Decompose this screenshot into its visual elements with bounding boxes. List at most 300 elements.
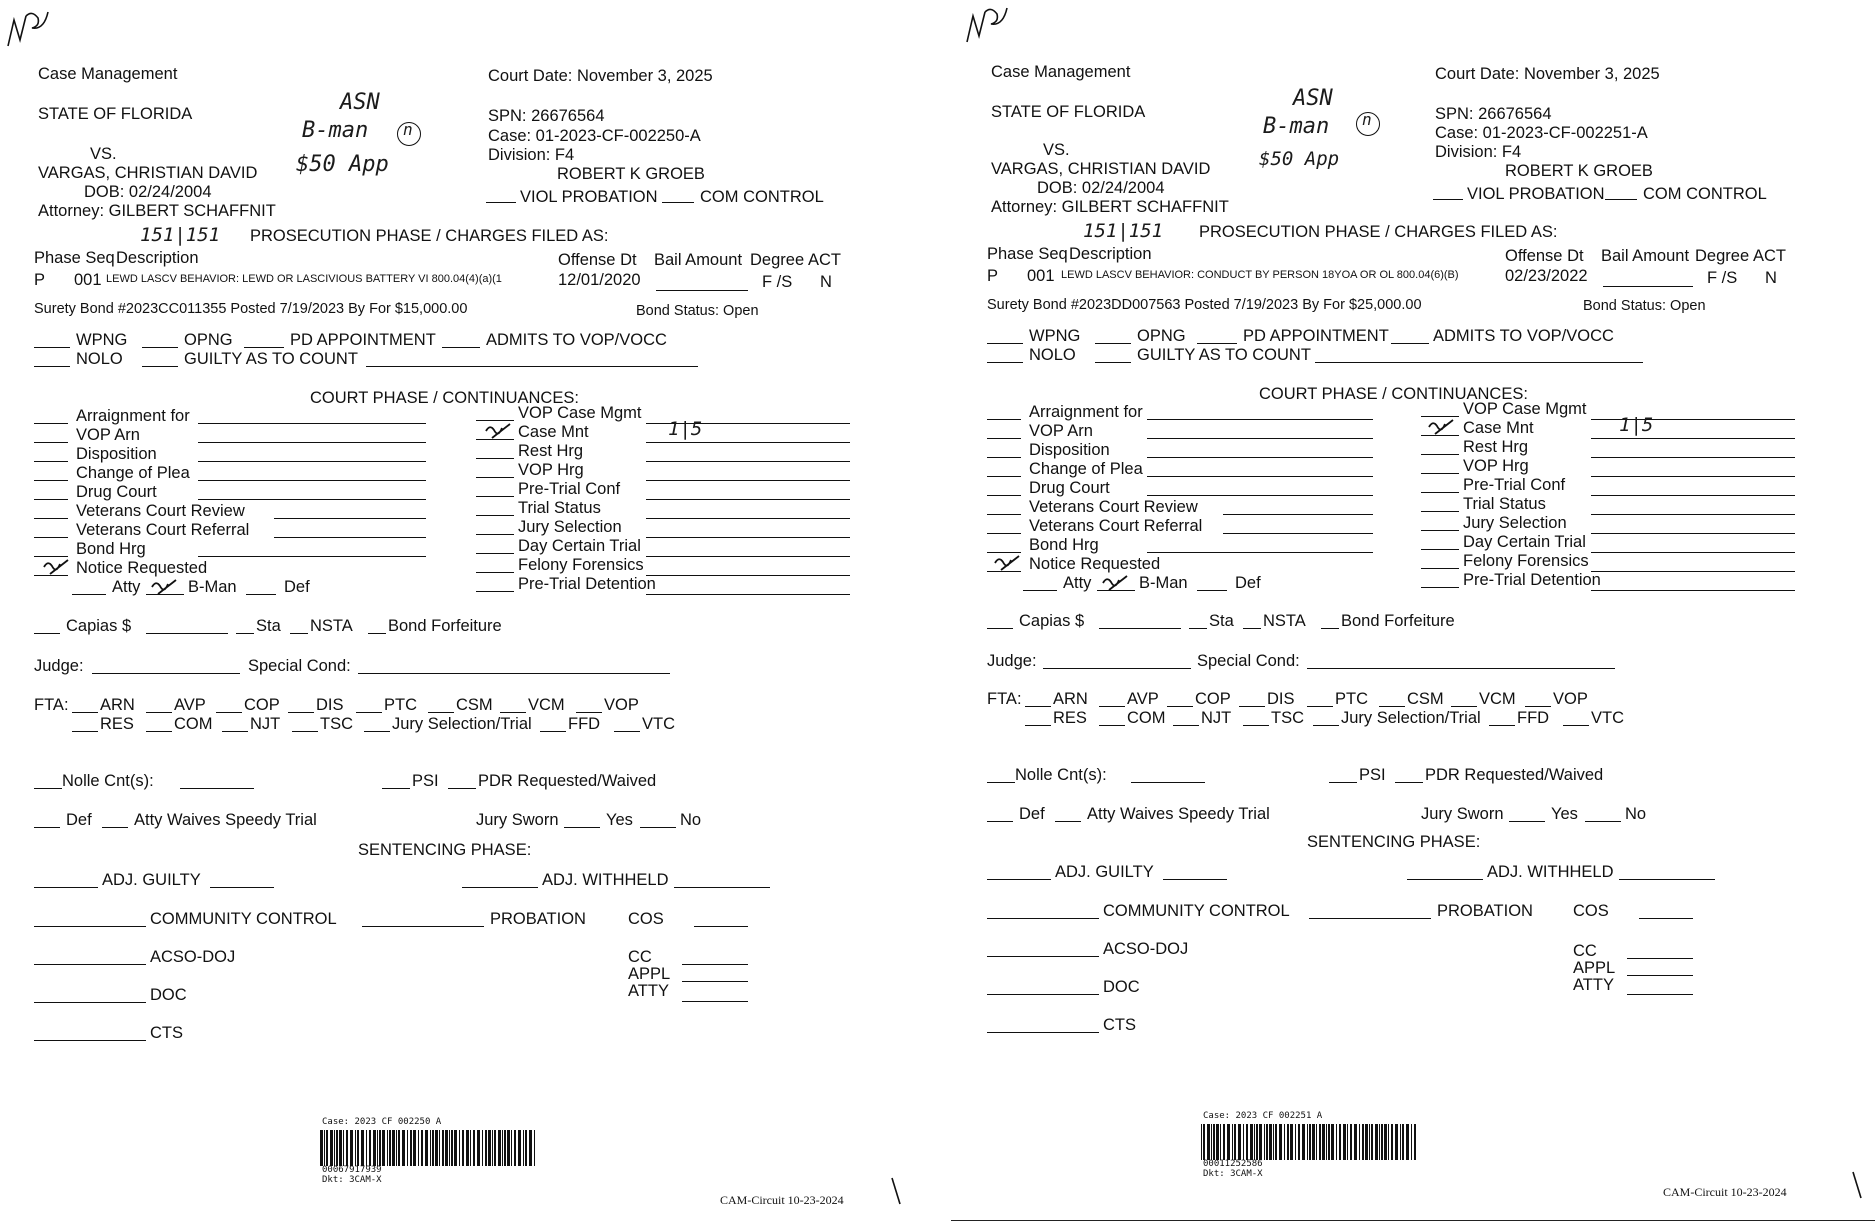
capias-amount-line <box>146 633 228 634</box>
barcode-stripe <box>1400 1124 1401 1160</box>
barcode-stripe <box>1275 1124 1277 1160</box>
fta-item: DIS <box>316 696 344 714</box>
barcode-stripe <box>1388 1124 1389 1160</box>
acso-blank <box>987 956 1099 957</box>
capias-label: Capias $ <box>66 617 132 635</box>
fta-blank <box>1313 725 1339 726</box>
checkmark-icon <box>42 558 72 576</box>
fta-blank <box>1099 706 1125 707</box>
left-item-blank <box>987 552 1021 553</box>
charge-act: N <box>820 273 832 291</box>
handwritten-circle-letter: n <box>1362 110 1372 129</box>
nsta-blank <box>290 633 308 634</box>
state-label: STATE OF FLORIDA <box>38 105 193 123</box>
probation-blank <box>1309 918 1431 919</box>
barcode-stripe <box>326 1130 328 1166</box>
fta-item: ARN <box>100 696 135 714</box>
barcode-stripe <box>1309 1124 1311 1160</box>
charge-act: N <box>1765 269 1777 287</box>
fta-blank <box>1025 725 1051 726</box>
barcode-stripe <box>492 1130 493 1166</box>
adj-withheld-label: ADJ. WITHHELD <box>1487 863 1614 881</box>
barcode <box>320 1100 550 1190</box>
barcode-stripe <box>514 1130 516 1166</box>
right-item-blank <box>1421 530 1459 531</box>
court-item-case-mnt: Case Mnt <box>518 423 589 441</box>
col-description: Description <box>116 249 199 267</box>
right-item-line <box>646 594 850 595</box>
jury-yes-blank <box>564 827 600 828</box>
right-item-line <box>1591 457 1795 458</box>
barcode-stripe <box>1406 1124 1409 1160</box>
right-item-line <box>1591 476 1795 477</box>
def-waive-blank <box>987 821 1013 822</box>
barcode-stripe <box>439 1130 440 1166</box>
barcode-stripe <box>339 1130 342 1166</box>
special-cond-label: Special Cond: <box>248 657 351 675</box>
sentencing-title: SENTENCING PHASE: <box>358 841 532 859</box>
barcode-stripe <box>330 1130 333 1166</box>
fta-blank <box>1167 706 1193 707</box>
fta-item: RES <box>1053 709 1087 727</box>
fta-blank <box>540 731 566 732</box>
barcode-stripe <box>1213 1124 1215 1160</box>
handwritten-initials-icon <box>4 6 52 50</box>
barcode-stripe <box>334 1130 335 1166</box>
case-form-right <box>951 0 1875 1224</box>
psi-blank <box>1329 782 1357 783</box>
col-phase-seq: Phase Seq <box>34 249 115 267</box>
court-item-change-of-plea: Change of Plea <box>1029 460 1143 478</box>
cc-label: CC <box>1573 942 1597 960</box>
right-item-blank <box>476 534 514 535</box>
col-degree: Degree <box>750 251 805 269</box>
barcode-stripe <box>1384 1124 1387 1160</box>
nsta-label: NSTA <box>310 617 353 635</box>
fta-label: FTA: <box>34 696 69 714</box>
barcode-stripe <box>398 1130 400 1166</box>
fta-blank <box>1243 725 1269 726</box>
barcode-stripe <box>1371 1124 1373 1160</box>
judge-name: ROBERT K GROEB <box>557 165 705 183</box>
court-item-disposition: Disposition <box>1029 441 1110 459</box>
left-item-line <box>1147 476 1373 477</box>
barcode-case: Case: 2023 CF 002251 A <box>1203 1111 1323 1121</box>
fta-item: TSC <box>320 715 353 733</box>
acso-blank <box>34 964 146 965</box>
fta-item: VCM <box>1479 690 1516 708</box>
right-item-blank <box>1421 454 1459 455</box>
pdr-blank <box>448 788 476 789</box>
court-item-case-mnt: Case Mnt <box>1463 419 1534 437</box>
bond-forfeiture-label: Bond Forfeiture <box>1341 612 1455 630</box>
court-item-vop-hrg: VOP Hrg <box>1463 457 1529 475</box>
fta-item: DIS <box>1267 690 1295 708</box>
slash-mark-icon <box>890 1176 902 1206</box>
left-item-blank <box>34 480 68 481</box>
judge-name: ROBERT K GROEB <box>1505 162 1653 180</box>
barcode-stripe <box>324 1130 325 1166</box>
jury-sworn-label: Jury Sworn <box>476 811 559 829</box>
barcode-stripe <box>1203 1124 1205 1160</box>
charge-seq: 001 <box>74 271 102 289</box>
barcode-stripe <box>498 1130 501 1166</box>
fta-blank <box>1563 725 1589 726</box>
charge-description: LEWD LASCV BEHAVIOR: CONDUCT BY PERSON 18YOA OR OL 800.04(6)(B) <box>1061 269 1459 281</box>
handwritten-asn: ASN <box>340 90 380 115</box>
fta-blank <box>1379 706 1405 707</box>
bond-forfeiture-label: Bond Forfeiture <box>388 617 502 635</box>
col-act: ACT <box>1753 247 1786 265</box>
charge-offense-dt: 02/23/2022 <box>1505 267 1588 285</box>
barcode-stripe <box>1250 1124 1253 1160</box>
charge-phase: P <box>34 271 46 289</box>
wpng-label: WPNG <box>76 331 128 349</box>
barcode-stripe <box>523 1130 524 1166</box>
atty-sentencing-label: ATTY <box>1573 976 1614 994</box>
barcode-docket: Dkt: 3CAM-X <box>322 1175 382 1185</box>
right-item-blank <box>476 572 514 573</box>
left-item-blank <box>987 438 1021 439</box>
court-phase-title: COURT PHASE / CONTINUANCES: <box>310 389 579 407</box>
nolle-count-line <box>1131 782 1205 783</box>
fta-blank <box>222 731 248 732</box>
probation-label: PROBATION <box>1437 902 1533 920</box>
vs-label: VS. <box>1043 141 1070 159</box>
right-item-line <box>1591 495 1795 496</box>
barcode-stripe <box>1254 1124 1255 1160</box>
barcode-stripe <box>1266 1124 1268 1160</box>
barcode-stripe <box>1290 1124 1293 1160</box>
acso-label: ACSO-DOJ <box>1103 940 1189 958</box>
barcode-stripe <box>366 1130 367 1166</box>
col-bail: Bail Amount <box>654 251 743 269</box>
bond-forfeiture-blank <box>1321 628 1339 629</box>
left-item-line <box>1147 495 1373 496</box>
left-item-line <box>198 442 426 443</box>
barcode-stripe <box>1331 1124 1334 1160</box>
left-item-line <box>198 499 426 500</box>
surety-bond: Surety Bond #2023DD007563 Posted 7/19/2023 By For $25,000.00 <box>987 297 1422 313</box>
barcode-stripe <box>1238 1124 1241 1160</box>
nolo-label: NOLO <box>1029 346 1076 364</box>
barcode-stripe <box>1381 1124 1383 1160</box>
barcode-stripe <box>454 1130 457 1166</box>
court-item-disposition: Disposition <box>76 445 157 463</box>
bail-amount-blank <box>656 290 748 291</box>
col-act: ACT <box>808 251 841 269</box>
right-item-blank <box>1421 549 1459 550</box>
barcode-stripe <box>1339 1124 1341 1160</box>
fta-blank <box>428 712 454 713</box>
slash-mark-icon <box>1851 1170 1863 1200</box>
notice-def-label: Def <box>284 578 310 596</box>
barcode-stripe <box>392 1130 395 1166</box>
barcode-stripe <box>1223 1124 1225 1160</box>
fta-blank <box>1451 706 1477 707</box>
left-item-line <box>198 556 426 557</box>
fta-item: TSC <box>1271 709 1304 727</box>
barcode-stripe <box>488 1130 491 1166</box>
checkmark-icon <box>484 422 514 440</box>
capias-label: Capias $ <box>1019 612 1085 630</box>
opng-blank <box>142 347 178 348</box>
left-item-line <box>198 461 426 462</box>
adj-withheld-label: ADJ. WITHHELD <box>542 871 669 889</box>
court-item-pre-trial-conf: Pre-Trial Conf <box>518 480 621 498</box>
barcode-stripe <box>445 1130 448 1166</box>
fta-blank <box>72 712 98 713</box>
nolle-label: Nolle Cnt(s): <box>1015 766 1107 784</box>
nolle-blank <box>987 782 1015 783</box>
barcode-stripe <box>1375 1124 1378 1160</box>
admits-blank <box>442 347 480 348</box>
fta-blank <box>576 712 602 713</box>
capias-blank <box>987 628 1013 629</box>
left-item-blank <box>987 457 1021 458</box>
barcode-stripe <box>377 1130 378 1166</box>
barcode-stripe <box>1234 1124 1236 1160</box>
com-control-label: COM CONTROL <box>1643 185 1767 203</box>
sta-label: Sta <box>256 617 281 635</box>
adj-withheld-line <box>674 887 770 888</box>
right-item-blank <box>476 515 514 516</box>
right-item-line <box>646 499 850 500</box>
fta-item: COP <box>244 696 280 714</box>
barcode-stripe <box>1287 1124 1289 1160</box>
jury-sworn-label: Jury Sworn <box>1421 805 1504 823</box>
barcode-stripe <box>1201 1124 1202 1160</box>
barcode-stripe <box>1362 1124 1364 1160</box>
checkmark-icon <box>1427 418 1457 436</box>
court-item-pre-trial-conf: Pre-Trial Conf <box>1463 476 1566 494</box>
viol-probation-blank <box>1433 199 1463 200</box>
admits-label: ADMITS TO VOP/VOCC <box>1433 327 1614 345</box>
judge-line <box>92 673 240 674</box>
atty-sentencing-line <box>1627 994 1693 995</box>
psi-blank <box>382 788 410 789</box>
barcode-stripe <box>462 1130 464 1166</box>
jury-yes-label: Yes <box>606 811 633 829</box>
handwritten-initials-icon <box>963 2 1011 46</box>
fta-item: FFD <box>1517 709 1550 727</box>
right-item-blank <box>1421 473 1459 474</box>
case-form-left <box>0 0 937 1224</box>
cc-line <box>682 964 748 965</box>
cc-label: CC <box>628 948 652 966</box>
fta-blank <box>1239 706 1265 707</box>
right-item-line <box>1591 533 1795 534</box>
barcode-stripe <box>1326 1124 1327 1160</box>
court-item-felony-forensics: Felony Forensics <box>1463 552 1589 570</box>
nsta-blank <box>1243 628 1261 629</box>
pdr-label: PDR Requested/Waived <box>1425 766 1604 784</box>
barcode-stripe <box>482 1130 483 1166</box>
barcode-stripe <box>1391 1124 1393 1160</box>
special-cond-line <box>358 673 670 674</box>
barcode-stripe <box>511 1130 512 1166</box>
barcode-stripe <box>389 1130 391 1166</box>
spn: SPN: 26676564 <box>488 107 605 125</box>
barcode-stripe <box>1343 1124 1346 1160</box>
right-item-line <box>1591 552 1795 553</box>
barcode-stripe <box>1414 1124 1416 1160</box>
attorney-name: Attorney: GILBERT SCHAFFNIT <box>991 198 1229 216</box>
barcode-stripe <box>1295 1124 1296 1160</box>
fta-item: NJT <box>250 715 281 733</box>
court-item-rest-hrg: Rest Hrg <box>1463 438 1529 456</box>
court-item-veterans-review: Veterans Court Review <box>1029 498 1198 516</box>
barcode-stripe <box>477 1130 480 1166</box>
fta-item: VTC <box>642 715 675 733</box>
charge-phase: P <box>987 267 999 285</box>
court-item-trial-status: Trial Status <box>1463 495 1546 513</box>
court-item-change-of-plea: Change of Plea <box>76 464 190 482</box>
com-control-blank <box>662 202 694 203</box>
barcode-stripe <box>413 1130 416 1166</box>
court-item-bond-hrg: Bond Hrg <box>1029 536 1099 554</box>
right-item-blank <box>1421 568 1459 569</box>
right-item-line <box>646 442 850 443</box>
court-item-vop-case-mgmt: VOP Case Mgmt <box>518 404 642 422</box>
judge-line <box>1043 668 1191 669</box>
fta-item: AVP <box>1127 690 1159 708</box>
barcode-stripe <box>357 1130 359 1166</box>
appl-label: APPL <box>1573 959 1616 977</box>
handwritten-app-fee: $50 App <box>1259 148 1340 170</box>
barcode-stripe <box>1379 1124 1380 1160</box>
fta-blank <box>72 731 98 732</box>
barcode-stripe <box>459 1130 460 1166</box>
court-item-veterans-referral: Veterans Court Referral <box>1029 517 1203 535</box>
right-item-line <box>646 537 850 538</box>
fta-item: VTC <box>1591 709 1624 727</box>
viol-probation-label: VIOL PROBATION <box>1467 185 1605 203</box>
judge-label: Judge: <box>34 657 84 675</box>
left-item-blank <box>987 514 1021 515</box>
right-item-line <box>1591 514 1795 515</box>
right-item-line <box>646 556 850 557</box>
barcode-stripe <box>1269 1124 1272 1160</box>
viol-probation-label: VIOL PROBATION <box>520 188 658 206</box>
court-item-arraignment: Arraignment for <box>1029 403 1143 421</box>
fta-blank <box>364 731 390 732</box>
barcode-stripe <box>435 1130 438 1166</box>
cos-line <box>1639 918 1693 919</box>
fta-blank <box>1307 706 1333 707</box>
atty-sentencing-line <box>682 1001 748 1002</box>
adj-guilty-line <box>1163 879 1227 880</box>
barcode-stripe <box>1211 1124 1212 1160</box>
doc-blank <box>987 994 1099 995</box>
nolo-blank <box>34 366 70 367</box>
fta-item: CSM <box>1407 690 1444 708</box>
pd-appointment-blank <box>244 347 284 348</box>
case-management-label: Case Management <box>38 65 178 83</box>
barcode-stripe <box>355 1130 356 1166</box>
cts-blank <box>987 1032 1099 1033</box>
court-date: Court Date: November 3, 2025 <box>1435 65 1660 83</box>
court-item-vop-hrg: VOP Hrg <box>518 461 584 479</box>
sentencing-title: SENTENCING PHASE: <box>1307 833 1481 851</box>
barcode-stripe <box>449 1130 450 1166</box>
fta-item: VCM <box>528 696 565 714</box>
col-bail: Bail Amount <box>1601 247 1690 265</box>
def-waive-label: Def <box>66 811 92 829</box>
fta-blank <box>500 712 526 713</box>
cts-blank <box>34 1040 146 1041</box>
barcode-stripe <box>343 1130 344 1166</box>
case-number: Case: 01-2023-CF-002251-A <box>1435 124 1648 142</box>
defendant-name: VARGAS, CHRISTIAN DAVID <box>991 160 1211 178</box>
scan-bottom-edge <box>951 1220 1875 1221</box>
court-item-vop-arn: VOP Arn <box>1029 422 1093 440</box>
jury-yes-blank <box>1509 821 1545 822</box>
barcode-number: 00011252586 <box>1203 1159 1263 1169</box>
jury-no-label: No <box>680 811 702 829</box>
doc-label: DOC <box>150 986 187 1004</box>
left-item-line <box>1147 438 1373 439</box>
barcode-stripe <box>430 1130 431 1166</box>
notice-atty-label: Atty <box>112 578 141 596</box>
court-item-veterans-referral: Veterans Court Referral <box>76 521 250 539</box>
fta-item: NJT <box>1201 709 1232 727</box>
bond-status: Bond Status: Open <box>636 303 759 319</box>
division: Division: F4 <box>1435 143 1522 161</box>
right-item-line <box>1591 438 1795 439</box>
barcode-stripe <box>1312 1124 1315 1160</box>
barcode-stripe <box>525 1130 527 1166</box>
barcode-stripe <box>1395 1124 1398 1160</box>
atty-waive-blank <box>102 827 128 828</box>
fta-item: CSM <box>456 696 493 714</box>
left-item-blank <box>34 499 68 500</box>
court-item-felony-forensics: Felony Forensics <box>518 556 644 574</box>
cos-line <box>694 926 748 927</box>
notice-def-label: Def <box>1235 574 1261 592</box>
special-cond-label: Special Cond: <box>1197 652 1300 670</box>
charge-description: LEWD LASCV BEHAVIOR: LEWD OR LASCIVIOUS BATTERY VI 800.04(4)(a)(1 <box>106 273 502 285</box>
handwritten-bman: B-man <box>302 118 369 143</box>
guilty-count-line <box>366 366 698 367</box>
barcode-stripe <box>1279 1124 1282 1160</box>
fta-item: VOP <box>604 696 639 714</box>
fta-item: ARN <box>1053 690 1088 708</box>
fta-item: RES <box>100 715 134 733</box>
nolle-count-line <box>180 788 254 789</box>
checkmark-icon <box>150 578 180 596</box>
right-item-blank <box>476 553 514 554</box>
cc-line <box>1627 958 1693 959</box>
left-item-blank <box>987 533 1021 534</box>
sta-blank <box>236 633 254 634</box>
barcode-stripe <box>396 1130 397 1166</box>
barcode-stripe <box>1246 1124 1248 1160</box>
barcode-stripe <box>1411 1124 1412 1160</box>
def-waive-blank <box>34 827 60 828</box>
left-item-line <box>1223 533 1373 534</box>
barcode-stripe <box>418 1130 419 1166</box>
barcode-stripe <box>1284 1124 1285 1160</box>
spn: SPN: 26676564 <box>1435 105 1552 123</box>
cos-label: COS <box>1573 902 1609 920</box>
guilty-blank <box>142 366 178 367</box>
state-label: STATE OF FLORIDA <box>991 103 1146 121</box>
court-item-trial-status: Trial Status <box>518 499 601 517</box>
handwritten-app-fee: $50 App <box>296 152 389 177</box>
barcode-stripe <box>1322 1124 1325 1160</box>
barcode-docket: Dkt: 3CAM-X <box>1203 1169 1263 1179</box>
